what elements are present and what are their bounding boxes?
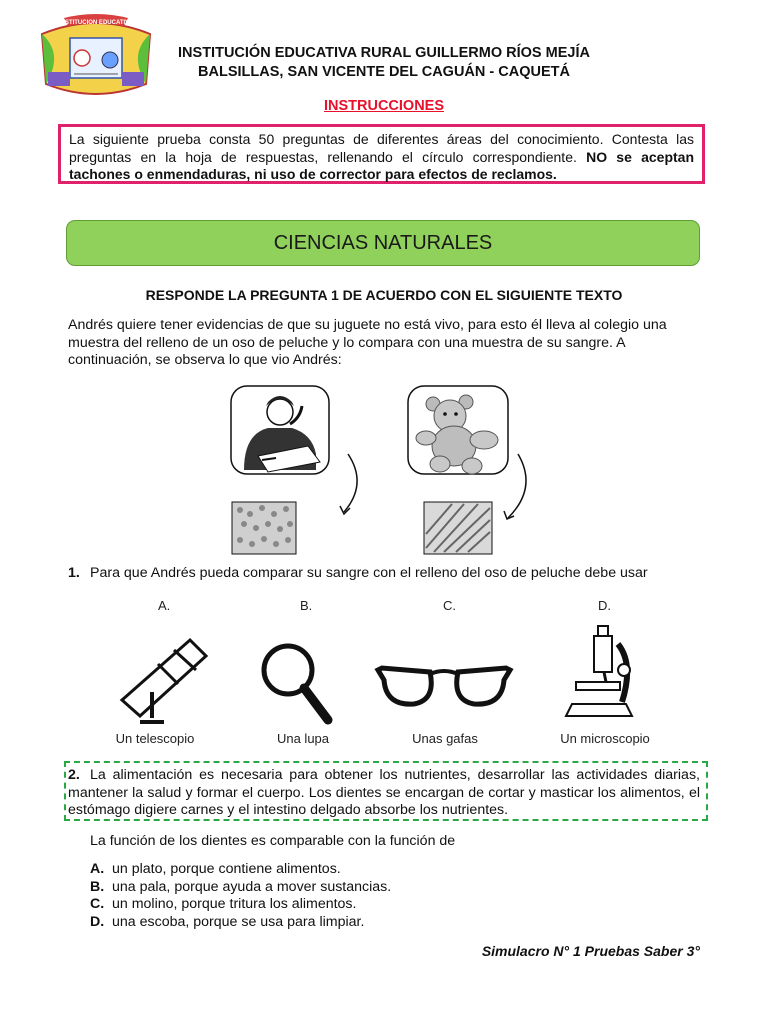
magnifying-glass-icon bbox=[256, 640, 336, 730]
option-b[interactable]: B. una pala, porque ayuda a mover sustancias. bbox=[90, 878, 392, 895]
question1-heading: RESPONDE LA PREGUNTA 1 DE ACUERDO CON EL SIGUIENTE TEXTO bbox=[145, 287, 623, 303]
teddy-bear-icon bbox=[408, 386, 508, 474]
option-b-letter: B. bbox=[300, 598, 313, 613]
option-d-caption: Un microscopio bbox=[560, 731, 650, 746]
arrow-icon bbox=[508, 454, 526, 518]
instructions-title: INSTRUCCIONES bbox=[323, 98, 445, 114]
microscope-icon bbox=[560, 624, 640, 724]
logo-text: INSTITUCION EDUCATIVA bbox=[58, 20, 134, 26]
telescope-icon bbox=[112, 630, 212, 725]
question2-number: 2. bbox=[68, 767, 80, 783]
school-name: INSTITUCIÓN EDUCATIVA RURAL GUILLERMO RÍOS MEJÍA bbox=[178, 45, 590, 61]
footer-text: Simulacro N° 1 Pruebas Saber 3° bbox=[481, 943, 700, 959]
instructions-text: La siguiente prueba consta 50 preguntas de diferentes áreas del conocimiento. Contesta las preguntas en la hoja de respuestas, rellenando el círculo correspondiente. bbox=[69, 131, 694, 165]
fiber-sample-icon bbox=[424, 502, 492, 554]
question2-stem: La función de los dientes es comparable con la función de bbox=[90, 833, 456, 849]
question1-context: Andrés quiere tener evidencias de que su juguete no está vivo, para esto él lleva al colegio una muestra del relleno de un oso de peluche y lo compara con una muestra de su sangre. A continuación, se observa lo que vio Andrés: bbox=[68, 317, 667, 368]
section-title: CIENCIAS NATURALES bbox=[273, 232, 493, 254]
question2-options bbox=[90, 861, 391, 931]
question1-stem: Para que Andrés pueda comparar su sangre con el relleno del oso de peluche debe usar bbox=[90, 565, 648, 581]
boy-writing-icon bbox=[231, 386, 329, 474]
option-a[interactable]: A. un plato, porque contiene alimentos. bbox=[90, 861, 341, 877]
option-d-letter: D. bbox=[598, 598, 611, 613]
arrow-icon bbox=[344, 454, 357, 512]
instructions-warning: NO se aceptan tachones o enmendaduras, ni uso de corrector para efectos de reclamos. bbox=[69, 148, 695, 182]
question2-context: La alimentación es necesaria para obtener los nutrientes, desarrollar las actividades diarias, mantener la salud y formar el cuerpo. Los dientes se encargan de cortar y masticar los alimentos, el estómago digiere carnes y el intestino delgado absorbe los nutrientes. bbox=[68, 767, 700, 818]
instructions-box bbox=[58, 124, 705, 184]
option-c-caption: Unas gafas bbox=[412, 731, 478, 746]
section-banner bbox=[66, 220, 700, 266]
glasses-icon bbox=[374, 660, 514, 710]
blood-sample-icon bbox=[232, 502, 296, 554]
option-d[interactable]: D. una escoba, porque se usa para limpiar. bbox=[90, 913, 365, 930]
option-a-letter: A. bbox=[158, 598, 171, 613]
option-c[interactable]: C. un molino, porque tritura los alimentos. bbox=[90, 896, 357, 912]
option-c-letter: C. bbox=[443, 598, 456, 613]
comparison-illustration bbox=[228, 384, 538, 560]
question1-number: 1. bbox=[68, 565, 80, 581]
option-a-caption: Un telescopio bbox=[115, 731, 195, 746]
option-b-caption: Una lupa bbox=[276, 731, 330, 746]
school-location: BALSILLAS, SAN VICENTE DEL CAGUÁN - CAQUETÁ bbox=[198, 64, 570, 80]
